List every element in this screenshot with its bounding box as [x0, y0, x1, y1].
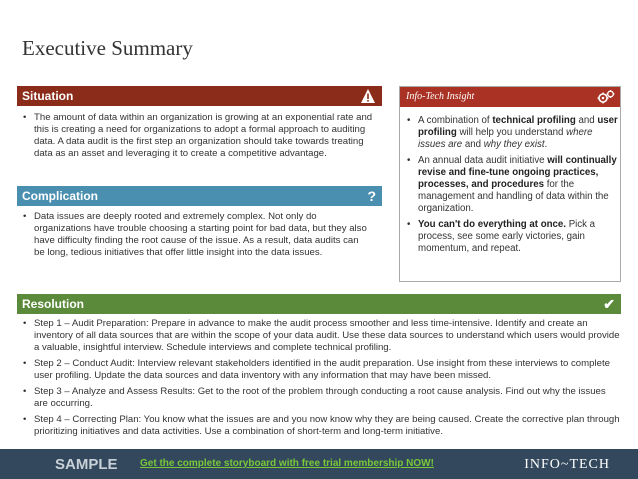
list-item: • Data issues are deeply rooted and extremely complex. Not only do organizations have trouble choosing a starting point for bad data, but they also have difficulty finding the root cause of the issue. As a result, data audits can be long, tedious initiatives that offer little insight into the data issues.: [20, 211, 370, 259]
list-item: • You can't do everything at once. Pick a process, see some early victories, gain momentum, and repeat.: [404, 219, 618, 255]
list-item: • Step 4 – Correcting Plan: You know what the issues are and you now know why they are being caused. Create the corrective plan through prioritizing initiatives and data activities. Use a combination of short-term and long-term initiative.: [20, 414, 620, 438]
trial-membership-link[interactable]: Get the complete storyboard with free trial membership NOW!: [140, 458, 434, 469]
situation-label: Situation: [22, 89, 74, 103]
resolution-header: [17, 294, 621, 314]
complication-list: [20, 211, 370, 262]
gears-icon: [597, 89, 615, 105]
question-icon: ?: [367, 188, 376, 204]
list-item: • An annual data audit initiative will continually revise and fine-tune ongoing practices, processes, and procedures for the management and handling of data within the organization.: [404, 155, 618, 215]
resolution-label: Resolution: [22, 297, 84, 311]
sample-label: SAMPLE: [55, 456, 118, 473]
warning-icon: [360, 88, 376, 104]
resolution-list: [20, 318, 620, 442]
list-item: • A combination of technical profiling and user profiling will help you understand where issues are and why they exist.: [404, 115, 618, 151]
checkmark-icon: ✔: [603, 296, 615, 312]
complication-header: [17, 186, 382, 206]
list-item: • Step 1 – Audit Preparation: Prepare in advance to make the audit process smoother and less time-intensive. Identify and create an inventory of all data sources that are within the scope of your data audit. Use these data sources to understand which users would provide a valuable, insightful interview. Schedule interviews and complete technical profiling.: [20, 318, 620, 354]
insight-list: [404, 115, 618, 259]
insight-header: [400, 87, 620, 107]
list-item: • The amount of data within an organization is growing at an exponential rate and this is creating a need for organizations to adopt a formal approach to auditing data. A data audit is the first step an organization should take towards treating data as an asset and leveraging it to create a competitive advantage.: [20, 112, 378, 160]
situation-list: [20, 112, 378, 163]
info-tech-logo: INFO~TECH: [524, 457, 610, 472]
situation-header: [17, 86, 382, 106]
list-item: • Step 2 – Conduct Audit: Interview relevant stakeholders identified in the audit preparation. Use insight from these interviews to complete user profiling. Update the data sources and data inventory with any information that may have been missed.: [20, 358, 620, 382]
insight-label: Info-Tech Insight: [406, 91, 475, 102]
footer-banner: [0, 449, 638, 479]
page-title: Executive Summary: [22, 36, 193, 60]
complication-label: Complication: [22, 189, 99, 203]
list-item: • Step 3 – Analyze and Assess Results: Get to the root of the problem through conducting a root cause analysis. Find out why the issues are occurring.: [20, 386, 620, 410]
insight-panel: [399, 86, 621, 282]
